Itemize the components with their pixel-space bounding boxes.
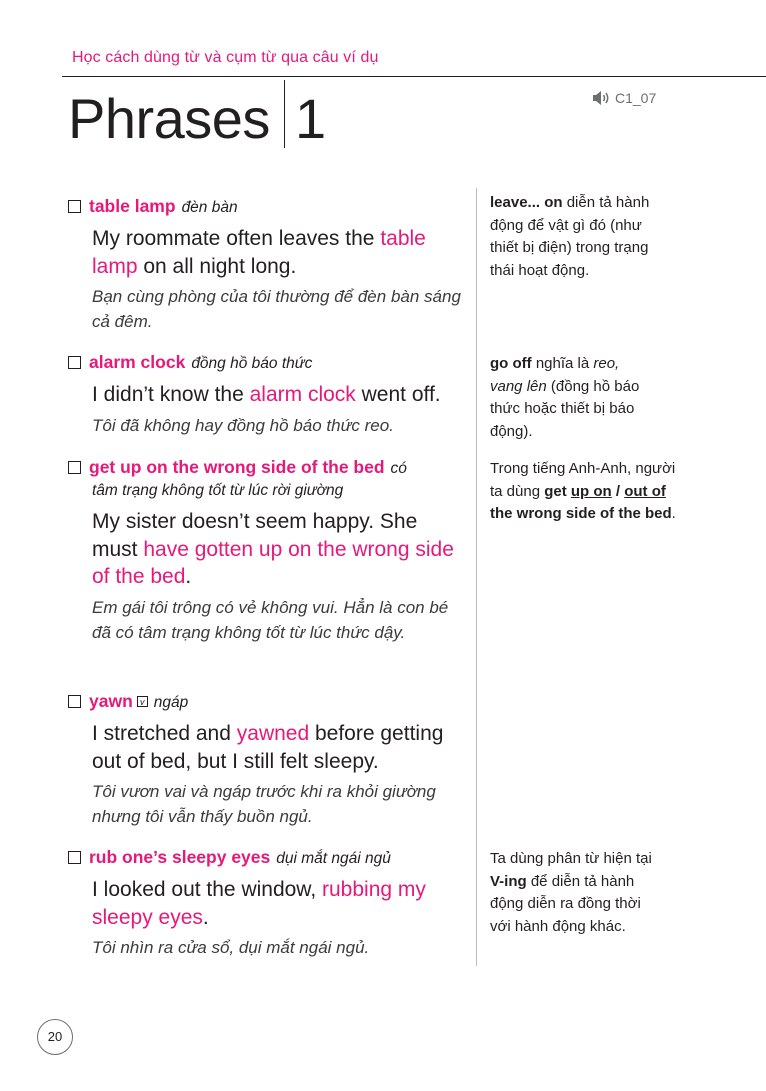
translation: Bạn cùng phòng của tôi thường để đèn bàn sáng cả đêm. [92, 287, 461, 331]
entry-wrong-side-of-bed [68, 456, 468, 645]
note-go-off: go off nghĩa là reo, vang lên (đồng hồ báo thức hoặc thiết bị báo động). [490, 355, 640, 440]
entry-table-lamp [68, 195, 468, 334]
example-sentence: My sister doesn’t seem happy. She must have gotten up on the wrong side of the bed. [92, 510, 454, 588]
term: rub one’s sleepy eyes [89, 847, 271, 867]
header-divider [62, 76, 766, 77]
translation: Tôi vươn vai và ngáp trước khi ra khỏi giường nhưng tôi vẫn thấy buồn ngủ. [92, 782, 436, 826]
part-of-speech-badge: v [137, 696, 148, 707]
example-sentence: I looked out the window, rubbing my sleepy eyes. [92, 878, 426, 929]
note-british-english: Trong tiếng Anh-Anh, người ta dùng get up on / out of the wrong side of the bed. [490, 460, 676, 522]
gloss: đèn bàn [181, 199, 238, 216]
gloss: có [390, 460, 407, 477]
checkbox[interactable] [68, 200, 81, 213]
note-v-ing: Ta dùng phân từ hiện tại V-ing để diễn tả hành động diễn ra đồng thời với hành động khác. [490, 850, 652, 935]
entry-yawn [68, 690, 468, 829]
entry-alarm-clock [68, 351, 468, 438]
audio-track[interactable] [593, 90, 656, 106]
highlight: rubbing my sleepy eyes [92, 878, 426, 929]
example-sentence: I stretched and yawned before getting out of bed, but I still felt sleepy. [92, 722, 444, 773]
highlight: yawned [236, 722, 310, 745]
translation: Em gái tôi trông có vẻ không vui. Hẳn là con bé đã có tâm trạng không tốt từ lúc thức dậy. [92, 597, 449, 642]
title-separator [284, 80, 285, 148]
note-leave-on: leave... on diễn tả hành động để vật gì đó (như thiết bị điện) trong trạng thái hoạt động. [490, 194, 650, 279]
translation: Tôi đã không hay đồng hồ báo thức reo. [92, 415, 394, 435]
term: yawn [89, 691, 133, 711]
highlight: alarm clock [249, 383, 356, 406]
term: alarm clock [89, 352, 186, 372]
section-subtitle: Học cách dùng từ và cụm từ qua câu ví dụ [72, 49, 379, 66]
example-sentence: My roommate often leaves the table lamp on all night long. [92, 227, 426, 278]
translation: Tôi nhìn ra cửa sổ, dụi mắt ngái ngủ. [92, 938, 370, 957]
checkbox[interactable] [68, 461, 81, 474]
checkbox[interactable] [68, 695, 81, 708]
audio-code: C1_07 [615, 90, 657, 106]
column-divider [476, 188, 477, 966]
checkbox[interactable] [68, 851, 81, 864]
gloss: ngáp [153, 694, 189, 711]
lesson-number: 1 [295, 87, 327, 150]
example-sentence: I didn’t know the alarm clock went off. [92, 383, 441, 406]
gloss: dụi mắt ngái ngủ [276, 850, 391, 867]
gloss: đồng hồ báo thức [191, 355, 313, 372]
speaker-icon [593, 91, 611, 105]
gloss: tâm trạng không tốt từ lúc rời giường [92, 482, 344, 499]
checkbox[interactable] [68, 356, 81, 369]
highlight: table lamp [92, 227, 426, 278]
highlight: have gotten up on the wrong side of the bed [92, 537, 454, 588]
entry-rub-sleepy-eyes [68, 846, 468, 960]
term: get up on the wrong side of the bed [89, 457, 385, 477]
page-number: 20 [47, 1029, 63, 1044]
term: table lamp [89, 196, 176, 216]
page-title: Phrases [68, 87, 270, 150]
